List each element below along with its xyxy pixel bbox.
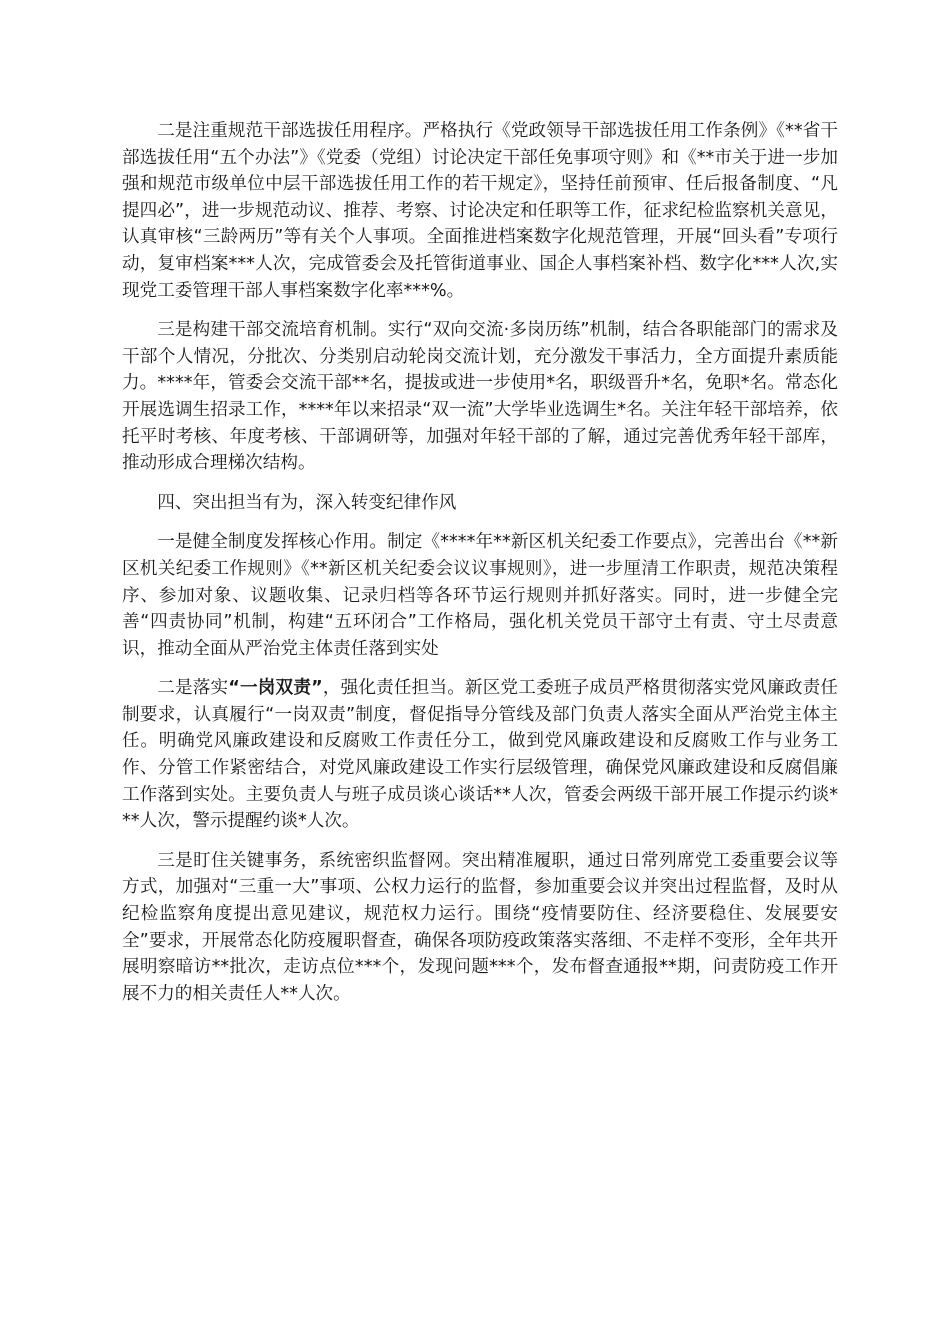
- paragraph-lead-text: 二是落实: [157, 678, 229, 699]
- document-page: [122, 118, 838, 1020]
- bold-quoted-term: “一岗双责”: [228, 678, 323, 699]
- section-heading-discipline: 四、突出担当有为，深入转变纪律作风: [157, 492, 457, 513]
- paragraph-cadre-selection-procedure: 二是注重规范干部选拔任用程序。严格执行《党政领导干部选拔任用工作条例》《**省干部选拔任用“五个办法”》《党委（党组）讨论决定干部任免事项守则》和《**市关于进一步加强和规范市级单位中层干部选拔任用工作的若干规定》，坚持任前预审、任后报备制度、“凡提四必”，进一步规范动议、推荐、考察、讨论决定和任职等工作，征求纪检监察机关意见，认真审核“三龄两历”等有关个人事项。全面推进档案数字化规范管理，开展“回头看”专项行动，复审档案***人次，完成管委会及托管街道事业、国企人事档案补档、数字化***人次,实现党工委管理干部人事档案数字化率***%。: [122, 121, 838, 301]
- paragraph-system-core-role: 一是健全制度发挥核心作用。制定《****年**新区机关纪委工作要点》，完善出台《**新区机关纪委工作规则》《**新区机关纪委会议议事规则》，进一步厘清工作职责，规范决策程序、参加对象、议题收集、记录归档等各环节运行规则并抓好落实。同时，进一步健全完善“四责协同”机制，构建“五环闭合”工作格局，强化机关党员干部守土有责、守土尽责意识，推动全面从严治党主体责任落到实处: [122, 532, 838, 659]
- paragraph-rest-text: ，强化责任担当。新区党工委班子成员严格贯彻落实党风廉政责任制要求，认真履行“一岗双责”制度，督促指导分管线及部门负责人落实全面从严治党主体主任。明确党风廉政建设和反腐败工作责任分工，做到党风廉政建设和反腐败工作与业务工作、分管工作紧密结合，对党风廉政建设工作实行层级管理，确保党风廉政建设和反腐倡廉工作落到实处。主要负责人与班子成员谈心谈话**人次，管委会两级干部开展工作提示约谈***人次，警示提醒约谈*人次。: [122, 678, 838, 832]
- paragraph-cadre-exchange-mechanism: 三是构建干部交流培育机制。实行“双向交流·多岗历练”机制，结合各职能部门的需求及干部个人情况，分批次、分类别启动轮岗交流计划，充分激发干事活力，全方面提升素质能力。****年，管委会交流干部**名，提拔或进一步使用*名，职级晋升*名，免职*名。常态化开展选调生招录工作，****年以来招录“双一流”大学毕业选调生*名。关注年轻干部培养，依托平时考核、年度考核、干部调研等，加强对年轻干部的了解，通过完善优秀年轻干部库，推动形成合理梯次结构。: [122, 320, 838, 474]
- paragraph-supervision-network: 三是盯住关键事务，系统密织监督网。突出精准履职，通过日常列席党工委重要会议等方式，加强对“三重一大”事项、公权力运行的监督，参加重要会议并突出过程监督，及时从纪检监察角度提出意见建议，规范权力运行。围绕“疫情要防住、经济要稳住、发展要安全”要求，开展常态化防疫履职督查，确保各项防疫政策落实落细、不走样不变形，全年共开展明察暗访**批次，走访点位***个，发现问题***个，发布督查通报**期，问责防疫工作开展不力的相关责任人**人次。: [122, 850, 838, 1004]
- paragraph-one-post-two-duties: [122, 675, 838, 835]
